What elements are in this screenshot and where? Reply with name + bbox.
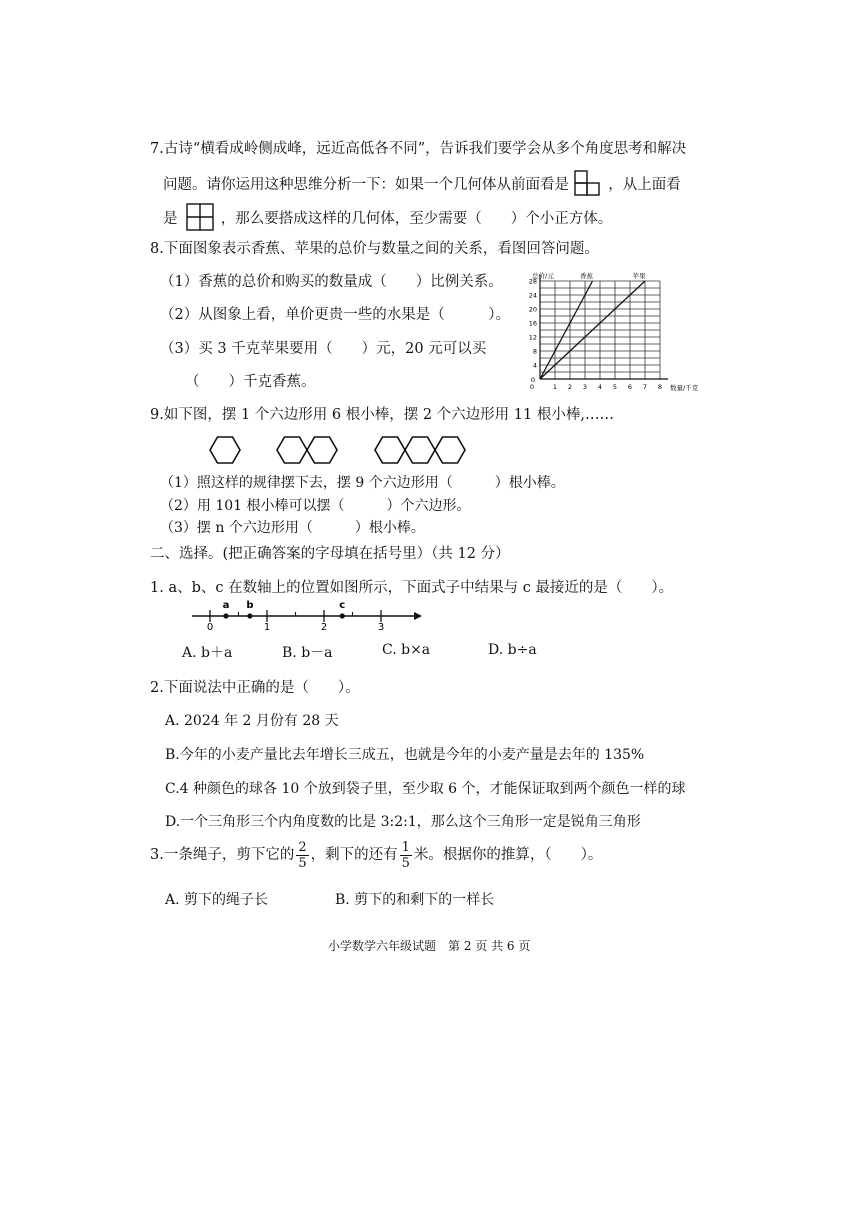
fraction-numerator: 2 (298, 839, 307, 855)
q7-line3 (163, 203, 612, 235)
x-tick-label: 1 (552, 383, 558, 391)
mc3-stem-part2: ，剩下的还有 (310, 847, 398, 863)
q7-line2-text-end: ，从上面看 (608, 177, 681, 193)
chart-grid (540, 281, 660, 379)
point-label-a: a (222, 600, 230, 611)
q8-sub3: （3）买 3 千克苹果要用（ ）元，20 元可以买 (160, 341, 487, 357)
tick-label: 0 (206, 622, 214, 633)
hexagon (277, 437, 307, 463)
front-view-figure (574, 170, 604, 200)
x-tick-label: 2 (567, 383, 573, 391)
q8-sub2: （2）从图象上看，单价更贵一些的水果是（ ）。 (160, 307, 510, 323)
hexagon-group-1 (210, 437, 240, 463)
tick-label: 1 (263, 622, 271, 633)
y-tick-label: 8 (532, 347, 537, 356)
q7-line3-start: 是 (163, 211, 178, 227)
number-line-arrow (414, 612, 422, 620)
page-footer: 小学数学六年级试题 第 2 页 共 6 页 (328, 939, 531, 953)
x-tick-label: 4 (597, 383, 603, 391)
mc3-option-a: A. 剪下的绳子长 (165, 892, 269, 908)
point-label-c: c (339, 600, 346, 611)
mc3-stem-part3: 米。根据你的推算，（ ）。 (413, 847, 603, 863)
q7-line3-text: ，那么要搭成这样的几何体，至少需要（ ）个小正方体。 (220, 211, 613, 227)
mc1-stem: 1. a、b、c 在数轴上的位置如图所示，下面式子中结果与 c 最接近的是（ ）。 (150, 580, 674, 596)
mc2-option-b: B.今年的小麦产量比去年增长三成五，也就是今年的小麦产量是去年的 135% (165, 747, 645, 763)
mc1-option-c: C. b×a (382, 642, 431, 658)
mc2-option-a: A. 2024 年 2 月份有 28 天 (165, 713, 339, 729)
tick-label: 2 (320, 622, 328, 633)
y-tick-label: 16 (528, 319, 537, 328)
hexagon-pattern-figure (200, 432, 480, 468)
mc3-stem (150, 840, 602, 870)
q9-stem: 9.如下图，摆 1 个六边形用 6 根小棒，摆 2 个六边形用 11 根小棒,…… (150, 407, 614, 423)
price-quantity-chart (510, 268, 699, 394)
mc1-option-a: A. b＋a (182, 645, 233, 661)
q7-line2-text: 问题。请你运用这种思维分析一下：如果一个几何体从前面看是 (163, 177, 569, 193)
hexagon (210, 437, 240, 463)
y-tick-label: 20 (528, 305, 537, 314)
tick-label: 3 (377, 622, 385, 633)
x-tick-label: 0 (529, 383, 535, 391)
hexagon (375, 437, 405, 463)
fraction-numerator: 1 (401, 839, 410, 855)
q8-sub1: （1）香蕉的总价和购买的数量成（ ）比例关系。 (160, 274, 503, 290)
chart-labels (529, 271, 699, 392)
q9-sub2: （2）用 101 根小棒可以摆（ ）个六边形。 (160, 498, 471, 514)
q8-stem: 8.下面图象表示香蕉、苹果的总价与数量之间的关系，看图回答问题。 (150, 241, 599, 257)
q8-sub3-cont: （ ）千克香蕉。 (185, 374, 316, 390)
mc3-option-b: B. 剪下的和剩下的一样长 (335, 892, 495, 908)
fraction-one-fifth (400, 841, 412, 870)
q9-sub1: （1）照这样的规律摆下去，摆 9 个六边形用（ ）根小棒。 (160, 475, 565, 491)
hexagon-group-2 (277, 437, 337, 463)
hexagon-group-3 (375, 437, 465, 463)
y-tick-label: 12 (528, 333, 537, 342)
mc1-option-b: B. b－a (282, 645, 333, 661)
x-tick-label: 8 (657, 383, 663, 391)
number-line-ticks (207, 610, 384, 633)
mc3-stem-part1: 3.一条绳子，剪下它的 (150, 847, 295, 863)
fraction-two-fifths (296, 841, 308, 870)
chart-axes (540, 275, 668, 379)
y-tick-label: 24 (528, 291, 537, 300)
section-2-heading: 二、选择。(把正确答案的字母填在括号里）（共 12 分） (150, 546, 510, 562)
point-b (247, 613, 252, 618)
x-tick-label: 5 (612, 383, 618, 391)
x-tick-label: 7 (642, 383, 648, 391)
x-axis-label: 数量/千克 (670, 384, 699, 392)
fraction-denominator: 5 (401, 855, 410, 871)
y-tick-label: 4 (532, 361, 537, 370)
mc1-option-d: D. b÷a (488, 642, 537, 658)
hexagon (405, 437, 435, 463)
origin-label: 0 (530, 376, 535, 384)
y-tick-label: 28 (528, 277, 537, 286)
number-line (190, 598, 430, 634)
y-axis-label: 总价/元 (532, 272, 554, 280)
top-view-figure (186, 203, 216, 235)
mc2-option-c: C.4 种颜色的球各 10 个放到袋子里，至少取 6 个，才能保证取到两个颜色一样的球 (165, 781, 686, 797)
mc2-stem: 2.下面说法中正确的是（ ）。 (150, 680, 360, 696)
point-c (340, 613, 345, 618)
mc2-option-d: D.一个三角形三个内角度数的比是 3:2:1，那么这个三角形一定是锐角三角形 (165, 814, 641, 830)
x-tick-label: 6 (627, 383, 633, 391)
fraction-denominator: 5 (298, 855, 307, 871)
series-label: 香蕉 (580, 272, 593, 280)
q7-line2 (163, 170, 681, 200)
q9-sub3: （3）摆 n 个六边形用（ ）根小棒。 (160, 520, 425, 536)
point-label-b: b (246, 600, 254, 611)
hexagon (435, 437, 465, 463)
q7-line1: 7.古诗“横看成岭侧成峰，远近高低各不同”，告诉我们要学会从多个角度思考和解决 (150, 141, 687, 157)
point-a (223, 613, 228, 618)
hexagon (307, 437, 337, 463)
series-label: 苹果 (632, 272, 646, 280)
x-tick-label: 3 (582, 383, 588, 391)
